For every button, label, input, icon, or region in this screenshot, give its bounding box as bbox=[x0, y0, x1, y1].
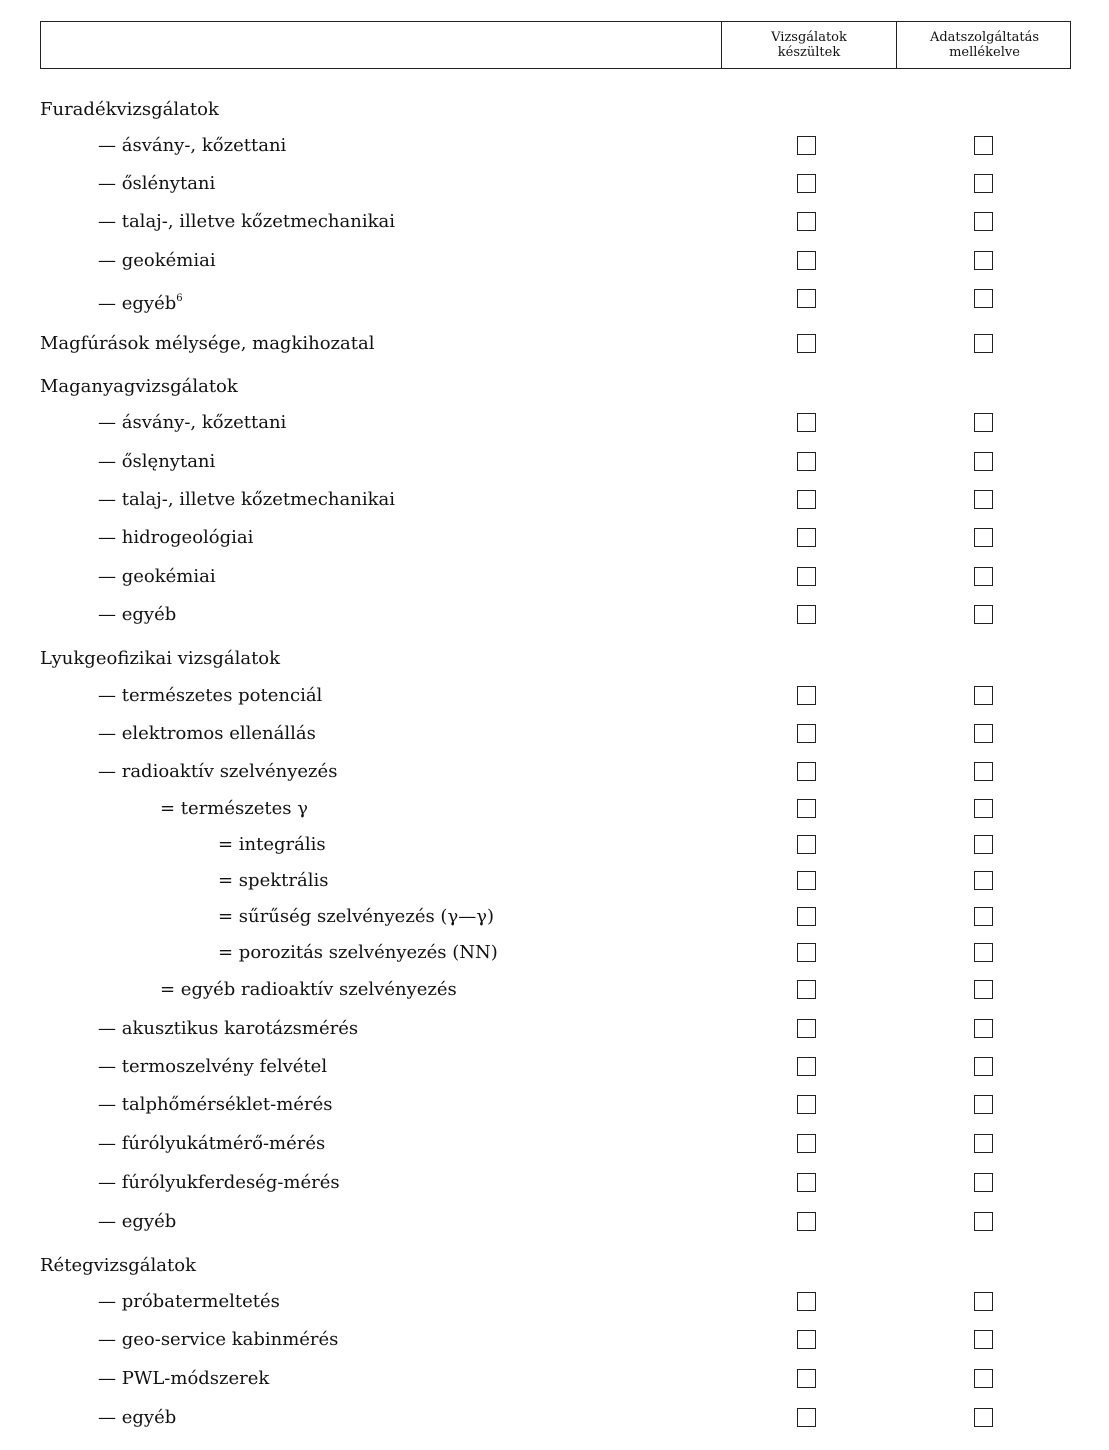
list-item bbox=[0, 1132, 1109, 1162]
item-label bbox=[98, 1017, 358, 1041]
checkbox-adatszolgaltatas-mellekelve[interactable] bbox=[974, 251, 993, 270]
checkbox-vizsgalatok-keszultek[interactable] bbox=[797, 251, 816, 270]
item-label bbox=[98, 210, 395, 234]
section-heading bbox=[40, 1254, 196, 1278]
section-heading bbox=[40, 332, 375, 356]
checkbox-vizsgalatok-keszultek[interactable] bbox=[797, 871, 816, 890]
section-heading-row bbox=[0, 1254, 1109, 1284]
checkbox-vizsgalatok-keszultek[interactable] bbox=[797, 1134, 816, 1153]
item-label bbox=[98, 172, 215, 196]
item-label-text: — talaj-, illetve kőzetmechanikai bbox=[98, 489, 395, 510]
checkbox-adatszolgaltatas-mellekelve[interactable] bbox=[974, 567, 993, 586]
item-label bbox=[98, 760, 337, 784]
checkbox-adatszolgaltatas-mellekelve[interactable] bbox=[974, 724, 993, 743]
list-item bbox=[0, 684, 1109, 714]
checkbox-adatszolgaltatas-mellekelve[interactable] bbox=[974, 136, 993, 155]
list-item bbox=[0, 450, 1109, 480]
list-item bbox=[0, 1367, 1109, 1397]
list-item bbox=[0, 603, 1109, 633]
item-label-text: — egyéb bbox=[98, 293, 177, 314]
list-item bbox=[0, 1171, 1109, 1201]
item-label-text: — akusztikus karotázsmérés bbox=[98, 1018, 359, 1039]
item-label-text: Lyukgeofizikai vizsgálatok bbox=[40, 648, 281, 669]
item-label-text: — geokémiai bbox=[98, 250, 216, 271]
checkbox-adatszolgaltatas-mellekelve[interactable] bbox=[974, 1212, 993, 1231]
list-item bbox=[0, 526, 1109, 556]
checkbox-vizsgalatok-keszultek[interactable] bbox=[797, 799, 816, 818]
section-heading-row bbox=[0, 98, 1109, 128]
item-label bbox=[98, 1132, 325, 1156]
section-heading-row bbox=[0, 647, 1109, 677]
item-label-text: — próbatermeltetés bbox=[98, 1291, 280, 1312]
checkbox-vizsgalatok-keszultek[interactable] bbox=[797, 943, 816, 962]
list-item bbox=[0, 1328, 1109, 1358]
list-item bbox=[0, 249, 1109, 279]
item-label bbox=[98, 1171, 340, 1195]
checkbox-vizsgalatok-keszultek[interactable] bbox=[797, 907, 816, 926]
checkbox-vizsgalatok-keszultek[interactable] bbox=[797, 980, 816, 999]
list-item bbox=[0, 722, 1109, 752]
item-label-text: — hidrogeológiai bbox=[98, 527, 254, 548]
list-item bbox=[0, 760, 1109, 790]
item-label bbox=[98, 134, 286, 158]
item-label-text: Magfúrások mélysége, magkihozatal bbox=[40, 333, 375, 354]
item-label bbox=[160, 797, 308, 821]
item-label bbox=[98, 450, 215, 474]
item-label-text: = integrális bbox=[218, 834, 326, 855]
checkbox-vizsgalatok-keszultek[interactable] bbox=[797, 1408, 816, 1427]
list-item bbox=[0, 172, 1109, 202]
list-item bbox=[0, 941, 1109, 971]
list-item bbox=[0, 1406, 1109, 1436]
item-label-text: — egyéb bbox=[98, 604, 177, 625]
item-label-text: — geokémiai bbox=[98, 566, 216, 587]
list-item bbox=[0, 905, 1109, 935]
checkbox-vizsgalatok-keszultek[interactable] bbox=[797, 1173, 816, 1192]
checkbox-adatszolgaltatas-mellekelve[interactable] bbox=[974, 871, 993, 890]
checkbox-adatszolgaltatas-mellekelve[interactable] bbox=[974, 452, 993, 471]
item-label bbox=[98, 488, 395, 512]
checkbox-adatszolgaltatas-mellekelve[interactable] bbox=[974, 1330, 993, 1349]
checkbox-adatszolgaltatas-mellekelve[interactable] bbox=[974, 1019, 993, 1038]
list-item bbox=[0, 565, 1109, 595]
item-label-text: = spektrális bbox=[218, 870, 329, 891]
list-item bbox=[0, 1210, 1109, 1240]
item-label bbox=[218, 941, 498, 965]
checkbox-adatszolgaltatas-mellekelve[interactable] bbox=[974, 943, 993, 962]
item-label-text: Rétegvizsgálatok bbox=[40, 1255, 196, 1276]
item-label-text: — talphőmérséklet-mérés bbox=[98, 1094, 333, 1115]
checkbox-vizsgalatok-keszultek[interactable] bbox=[797, 289, 816, 308]
checkbox-vizsgalatok-keszultek[interactable] bbox=[797, 174, 816, 193]
checkbox-vizsgalatok-keszultek[interactable] bbox=[797, 686, 816, 705]
checkbox-adatszolgaltatas-mellekelve[interactable] bbox=[974, 1173, 993, 1192]
list-item bbox=[0, 287, 1109, 317]
checkbox-vizsgalatok-keszultek[interactable] bbox=[797, 528, 816, 547]
checkbox-vizsgalatok-keszultek[interactable] bbox=[797, 1019, 816, 1038]
checkbox-vizsgalatok-keszultek[interactable] bbox=[797, 452, 816, 471]
checkbox-vizsgalatok-keszultek[interactable] bbox=[797, 1095, 816, 1114]
checkbox-adatszolgaltatas-mellekelve[interactable] bbox=[974, 1057, 993, 1076]
list-item bbox=[0, 1017, 1109, 1047]
item-label bbox=[160, 978, 457, 1002]
item-label-text: — egyéb bbox=[98, 1211, 177, 1232]
checkbox-vizsgalatok-keszultek[interactable] bbox=[797, 1369, 816, 1388]
section-heading bbox=[40, 375, 238, 399]
checkbox-adatszolgaltatas-mellekelve[interactable] bbox=[974, 980, 993, 999]
item-label-text: — radioaktív szelvényezés bbox=[98, 761, 338, 782]
checkbox-vizsgalatok-keszultek[interactable] bbox=[797, 1057, 816, 1076]
list-item bbox=[0, 1093, 1109, 1123]
checkbox-vizsgalatok-keszultek[interactable] bbox=[797, 136, 816, 155]
item-label bbox=[98, 684, 322, 708]
section-heading bbox=[40, 647, 280, 671]
item-label-text: — talaj-, illetve kőzetmechanikai bbox=[98, 211, 395, 232]
table-header bbox=[40, 21, 1071, 69]
item-label-text: — elektromos ellenállás bbox=[98, 723, 316, 744]
item-label bbox=[98, 1367, 269, 1391]
list-item bbox=[0, 869, 1109, 899]
item-label-text: = porozitás szelvényezés (NN) bbox=[218, 942, 498, 963]
item-label bbox=[98, 565, 216, 589]
item-label-text: — őslęnytani bbox=[98, 451, 216, 472]
checkbox-adatszolgaltatas-mellekelve[interactable] bbox=[974, 174, 993, 193]
checkbox-adatszolgaltatas-mellekelve[interactable] bbox=[974, 1095, 993, 1114]
item-label-text: — egyéb bbox=[98, 1407, 177, 1428]
checkbox-vizsgalatok-keszultek[interactable] bbox=[797, 762, 816, 781]
column-header-adatszolgaltatas bbox=[896, 22, 1072, 68]
list-item bbox=[0, 411, 1109, 441]
item-label-text: — ásvány-, kőzettani bbox=[98, 412, 287, 433]
list-item bbox=[0, 210, 1109, 240]
list-item bbox=[0, 134, 1109, 164]
item-label-text: — fúrólyukátmérő-mérés bbox=[98, 1133, 326, 1154]
checkbox-vizsgalatok-keszultek[interactable] bbox=[797, 1212, 816, 1231]
checkbox-vizsgalatok-keszultek[interactable] bbox=[797, 334, 816, 353]
item-label-text: — geo-service kabinmérés bbox=[98, 1329, 339, 1350]
item-label-text: Furadékvizsgálatok bbox=[40, 99, 219, 120]
checkbox-vizsgalatok-keszultek[interactable] bbox=[797, 212, 816, 231]
checkbox-vizsgalatok-keszultek[interactable] bbox=[797, 567, 816, 586]
column-header-adatszolgaltatas-label: Adatszolgáltatás mellékelve bbox=[929, 30, 1040, 60]
checkbox-adatszolgaltatas-mellekelve[interactable] bbox=[974, 490, 993, 509]
checkbox-adatszolgaltatas-mellekelve[interactable] bbox=[974, 907, 993, 926]
item-label bbox=[98, 1406, 176, 1430]
item-label-text: = sűrűség szelvényezés (γ—γ) bbox=[218, 906, 494, 927]
checkbox-vizsgalatok-keszultek[interactable] bbox=[797, 413, 816, 432]
section-heading-row bbox=[0, 332, 1109, 362]
checkbox-vizsgalatok-keszultek[interactable] bbox=[797, 1292, 816, 1311]
item-label-text: — fúrólyukferdeség-mérés bbox=[98, 1172, 340, 1193]
checkbox-adatszolgaltatas-mellekelve[interactable] bbox=[974, 289, 993, 308]
list-item bbox=[0, 833, 1109, 863]
item-label-text: — PWL-módszerek bbox=[98, 1368, 270, 1389]
column-header-vizsgalatok bbox=[721, 22, 896, 68]
item-label bbox=[98, 1328, 338, 1352]
column-header-vizsgalatok-label: Vizsgálatok készültek bbox=[771, 30, 847, 60]
item-label bbox=[218, 869, 328, 893]
item-label bbox=[98, 411, 286, 435]
checkbox-adatszolgaltatas-mellekelve[interactable] bbox=[974, 605, 993, 624]
item-label-text: Maganyagvizsgálatok bbox=[40, 376, 238, 397]
item-label-text: — termoszelvény felvétel bbox=[98, 1056, 328, 1077]
list-item bbox=[0, 797, 1109, 827]
list-item bbox=[0, 488, 1109, 518]
footnote-marker: 6 bbox=[176, 293, 183, 304]
checkbox-adatszolgaltatas-mellekelve[interactable] bbox=[974, 1369, 993, 1388]
item-label-text: = természetes γ bbox=[160, 798, 308, 819]
checkbox-vizsgalatok-keszultek[interactable] bbox=[797, 724, 816, 743]
checkbox-adatszolgaltatas-mellekelve[interactable] bbox=[974, 1134, 993, 1153]
checkbox-vizsgalatok-keszultek[interactable] bbox=[797, 605, 816, 624]
checkbox-vizsgalatok-keszultek[interactable] bbox=[797, 1330, 816, 1349]
section-heading-row bbox=[0, 375, 1109, 405]
list-item bbox=[0, 978, 1109, 1008]
checkbox-adatszolgaltatas-mellekelve[interactable] bbox=[974, 1292, 993, 1311]
item-label-text: = egyéb radioaktív szelvényezés bbox=[160, 979, 457, 1000]
list-item bbox=[0, 1055, 1109, 1085]
checkbox-adatszolgaltatas-mellekelve[interactable] bbox=[974, 528, 993, 547]
checkbox-adatszolgaltatas-mellekelve[interactable] bbox=[974, 686, 993, 705]
item-label bbox=[98, 1055, 327, 1079]
item-label bbox=[98, 1093, 332, 1117]
item-label bbox=[218, 905, 494, 929]
item-label bbox=[98, 1210, 176, 1234]
item-label bbox=[98, 603, 176, 627]
item-label bbox=[218, 833, 326, 857]
checkbox-adatszolgaltatas-mellekelve[interactable] bbox=[974, 413, 993, 432]
item-label-text: — őslénytani bbox=[98, 173, 216, 194]
item-label-text: — természetes potenciál bbox=[98, 685, 323, 706]
checkbox-adatszolgaltatas-mellekelve[interactable] bbox=[974, 212, 993, 231]
checkbox-adatszolgaltatas-mellekelve[interactable] bbox=[974, 762, 993, 781]
list-item bbox=[0, 1290, 1109, 1320]
checkbox-adatszolgaltatas-mellekelve[interactable] bbox=[974, 1408, 993, 1427]
item-label bbox=[98, 249, 216, 273]
checkbox-adatszolgaltatas-mellekelve[interactable] bbox=[974, 835, 993, 854]
checkbox-vizsgalatok-keszultek[interactable] bbox=[797, 490, 816, 509]
item-label bbox=[98, 526, 253, 550]
checkbox-adatszolgaltatas-mellekelve[interactable] bbox=[974, 334, 993, 353]
section-heading bbox=[40, 98, 219, 122]
item-label bbox=[98, 287, 183, 316]
checkbox-adatszolgaltatas-mellekelve[interactable] bbox=[974, 799, 993, 818]
checkbox-vizsgalatok-keszultek[interactable] bbox=[797, 835, 816, 854]
item-label-text: — ásvány-, kőzettani bbox=[98, 135, 287, 156]
item-label bbox=[98, 722, 316, 746]
item-label bbox=[98, 1290, 280, 1314]
